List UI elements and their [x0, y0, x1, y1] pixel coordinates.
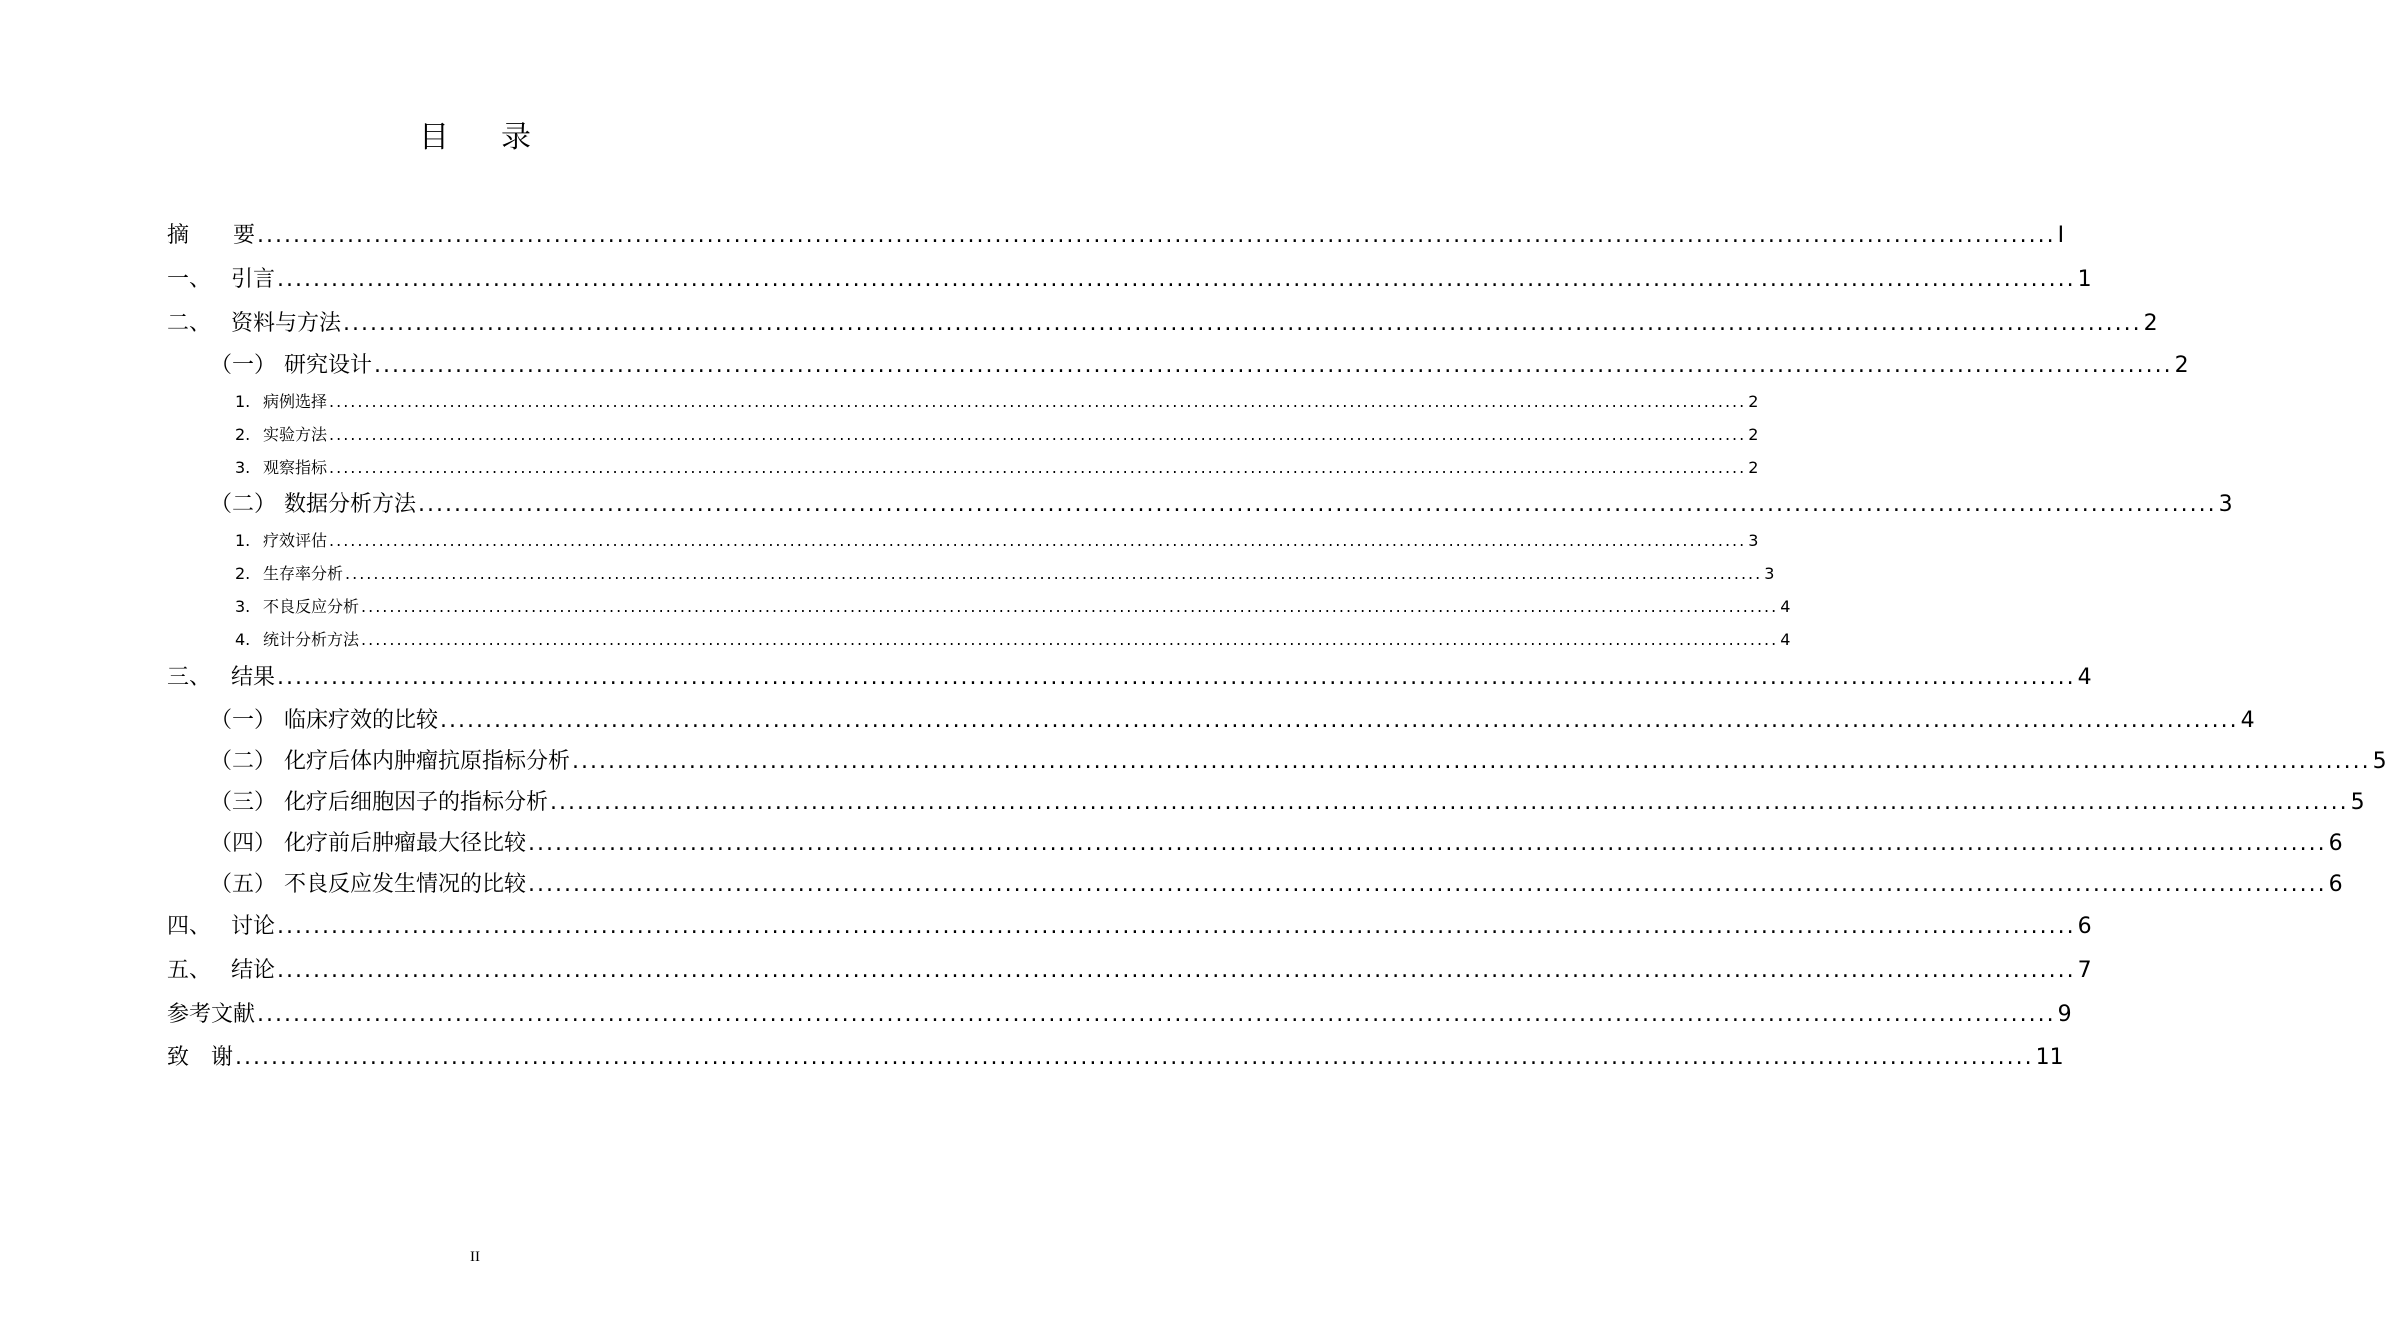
toc-title: 目录: [419, 120, 583, 155]
toc-entry-number: 一、: [167, 267, 212, 292]
toc-entry-page: 3: [1764, 564, 1775, 583]
toc-entry-number: 四、: [167, 914, 212, 939]
toc-entry-number: （三）: [210, 790, 277, 815]
toc-entry[interactable]: [167, 953, 2092, 984]
toc-dot-leader: ........................................................................................................................................................................................................: [361, 597, 1779, 616]
toc-entry-number: （一）: [210, 708, 277, 733]
toc-entry[interactable]: [210, 348, 2189, 379]
toc-entry-page: 3: [2218, 492, 2233, 517]
toc-entry-number: 1.: [235, 531, 251, 550]
toc-entry-number: 三、: [167, 665, 212, 690]
toc-entry-page: 7: [2077, 958, 2092, 983]
toc-entry[interactable]: [235, 422, 1759, 445]
toc-entry-page: 6: [2328, 872, 2343, 897]
toc-entry[interactable]: [167, 218, 2065, 249]
toc-entry-number: 2.: [235, 425, 251, 444]
toc-entry-page: 6: [2077, 914, 2092, 939]
toc-entry-number: 1.: [235, 392, 251, 411]
toc-entry-title: 化疗前后肿瘤最大径比较: [284, 831, 527, 856]
toc-dot-leader: ........................................................................................................................................................................................................: [329, 392, 1747, 411]
toc-entry-number: 3.: [235, 458, 251, 477]
toc-entry[interactable]: [167, 306, 2158, 337]
toc-dot-leader: ........................................................................................................................................................................................................: [572, 749, 2371, 774]
toc-entry-title: 研究设计: [284, 353, 373, 378]
toc-entry-title: 致 谢: [167, 1045, 234, 1070]
toc-dot-leader: ........................................................................................................................................................................................................: [277, 958, 2076, 983]
toc-entry-page: 11: [2035, 1045, 2064, 1070]
toc-entry-number: 五、: [167, 958, 212, 983]
toc-entry[interactable]: [235, 594, 1791, 617]
toc-entry[interactable]: [235, 389, 1759, 412]
toc-entry-page: 2: [1748, 425, 1759, 444]
toc-entry[interactable]: [210, 487, 2233, 518]
toc-dot-leader: ........................................................................................................................................................................................................: [329, 531, 1747, 550]
toc-entry-page: 1: [2077, 267, 2092, 292]
toc-entry-page: 4: [2077, 665, 2092, 690]
toc-entry-title: 引言: [231, 267, 276, 292]
toc-entry[interactable]: [167, 997, 2072, 1028]
toc-entry-page: 5: [2372, 749, 2387, 774]
toc-entry-title: 参考文献: [167, 1002, 256, 1027]
toc-entry[interactable]: [167, 262, 2092, 293]
toc-dot-leader: ........................................................................................................................................................................................................: [361, 630, 1779, 649]
toc-entry-page: 6: [2328, 831, 2343, 856]
toc-entry-number: 2.: [235, 564, 251, 583]
toc-entry[interactable]: [235, 627, 1791, 650]
toc-dot-leader: ........................................................................................................................................................................................................: [418, 492, 2217, 517]
toc-entry-number: （四）: [210, 831, 277, 856]
toc-entry-number: 4.: [235, 630, 251, 649]
toc-dot-leader: ........................................................................................................................................................................................................: [235, 1045, 2034, 1070]
toc-entry[interactable]: [235, 528, 1759, 551]
toc-entry-title: 结果: [231, 665, 276, 690]
toc-entry[interactable]: [167, 909, 2092, 940]
toc-entry[interactable]: [210, 785, 2365, 816]
toc-entry-title: 化疗后体内肿瘤抗原指标分析: [284, 749, 571, 774]
toc-entry-title: 实验方法: [263, 425, 328, 444]
toc-entry-page: 9: [2057, 1002, 2072, 1027]
toc-entry-title: 不良反应发生情况的比较: [284, 872, 527, 897]
toc-dot-leader: ........................................................................................................................................................................................................: [277, 914, 2076, 939]
toc-entry-page: 2: [1748, 392, 1759, 411]
toc-entry-page: 4: [2240, 708, 2255, 733]
toc-entry-number: （二）: [210, 492, 277, 517]
toc-entry[interactable]: [235, 561, 1775, 584]
toc-entry-title: 资料与方法: [231, 311, 342, 336]
toc-entry-page: 5: [2350, 790, 2365, 815]
toc-entry-number: （五）: [210, 872, 277, 897]
toc-entry-title: 生存率分析: [263, 564, 344, 583]
toc-dot-leader: ........................................................................................................................................................................................................: [277, 665, 2076, 690]
toc-entry-number: 3.: [235, 597, 251, 616]
toc-entry[interactable]: [210, 867, 2343, 898]
toc-entry-page: 3: [1748, 531, 1759, 550]
toc-entry-title: 不良反应分析: [263, 597, 360, 616]
toc-entry-page: 4: [1780, 630, 1791, 649]
toc-entry-page: 2: [2174, 353, 2189, 378]
toc-dot-leader: ........................................................................................................................................................................................................: [440, 708, 2239, 733]
toc-entry-number: 二、: [167, 311, 212, 336]
toc-entry-page: 4: [1780, 597, 1791, 616]
toc-entry-number: （一）: [210, 353, 277, 378]
toc-dot-leader: ........................................................................................................................................................................................................: [329, 458, 1747, 477]
toc-entry-title: 临床疗效的比较: [284, 708, 439, 733]
toc-entry-title: 病例选择: [263, 392, 328, 411]
toc-dot-leader: ........................................................................................................................................................................................................: [343, 311, 2142, 336]
toc-entry-title: 数据分析方法: [284, 492, 417, 517]
toc-entry-title: 统计分析方法: [263, 630, 360, 649]
toc-dot-leader: ........................................................................................................................................................................................................: [345, 564, 1763, 583]
toc-entry-title: 疗效评估: [263, 531, 328, 550]
toc-dot-leader: ........................................................................................................................................................................................................: [257, 1002, 2056, 1027]
toc-dot-leader: ........................................................................................................................................................................................................: [277, 267, 2076, 292]
toc-entry-number: （二）: [210, 749, 277, 774]
toc-entry[interactable]: [167, 1040, 2064, 1071]
toc-dot-leader: ........................................................................................................................................................................................................: [528, 831, 2327, 856]
toc-entry-page: 2: [1748, 458, 1759, 477]
toc-entry-title: 摘 要: [167, 223, 256, 248]
toc-entry-title: 观察指标: [263, 458, 328, 477]
toc-entry[interactable]: [235, 455, 1759, 478]
toc-entry[interactable]: [167, 660, 2092, 691]
toc-entry-title: 讨论: [231, 914, 276, 939]
toc-entry[interactable]: [210, 703, 2255, 734]
toc-dot-leader: ........................................................................................................................................................................................................: [374, 353, 2173, 378]
toc-dot-leader: ........................................................................................................................................................................................................: [550, 790, 2349, 815]
toc-entry[interactable]: [210, 826, 2343, 857]
toc-entry-title: 结论: [231, 958, 276, 983]
toc-dot-leader: ........................................................................................................................................................................................................: [528, 872, 2327, 897]
page-number-footer: II: [470, 1249, 480, 1265]
toc-dot-leader: ........................................................................................................................................................................................................: [329, 425, 1747, 444]
toc-entry-title: 化疗后细胞因子的指标分析: [284, 790, 549, 815]
toc-entry-page: 2: [2143, 311, 2158, 336]
toc-dot-leader: ........................................................................................................................................................................................................: [257, 223, 2056, 248]
toc-entry[interactable]: [210, 744, 2387, 775]
toc-entry-page: I: [2057, 223, 2065, 248]
